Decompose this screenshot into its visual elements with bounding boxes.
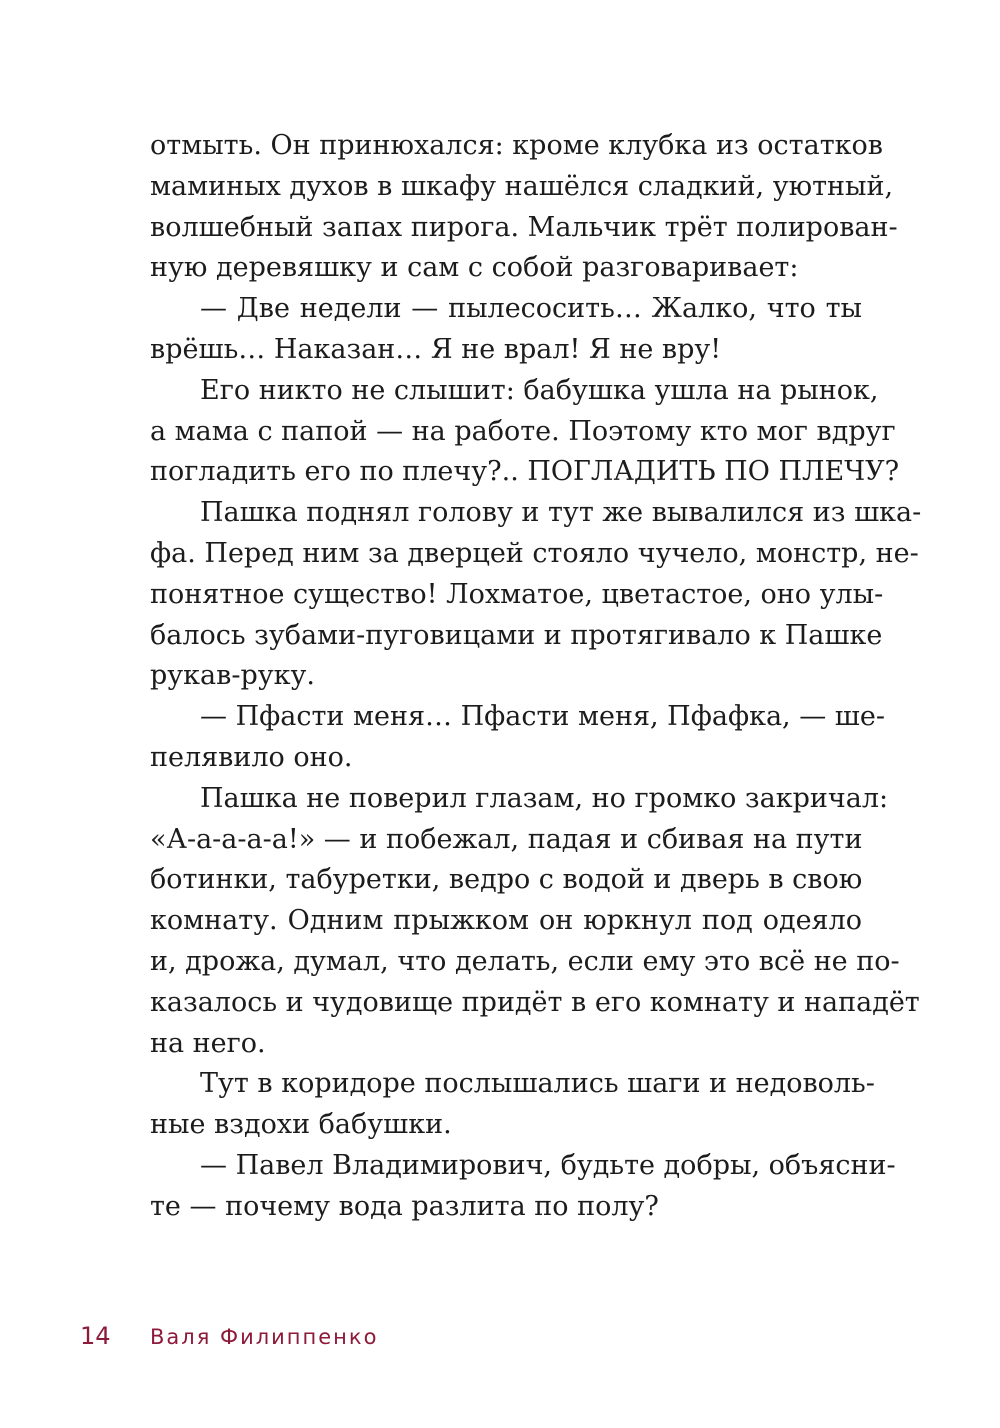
text-line: Пашка не поверил глазам, но громко закричал: [200,782,889,814]
page-footer [80,1322,378,1358]
text-line: погладить его по плечу?.. ПОГЛАДИТЬ ПО ПЛЕЧУ? [150,456,900,488]
text-line: отмыть. Он принюхался: кроме клубка из остатков [150,130,883,161]
text-line: фа. Перед ним за дверцей стояло чучело, монстр, не- [150,537,919,569]
text-line: — Павел Владимирович, будьте добры, объясни- [200,1149,896,1181]
text-line: ные вздохи бабушки. [150,1109,452,1141]
text-line: понятное существо! Лохматое, цветастое, оно улы- [150,578,884,610]
text-line: и, дрожа, думал, что делать, если ему это всё не по- [150,945,900,977]
author-name: Валя Филиппенко [150,1325,379,1349]
text-line: те — почему вода разлита по полу? [150,1190,659,1222]
body-text [150,126,922,1228]
text-line: рукав-руку. [150,660,315,692]
text-line: пелявило оно. [150,741,353,773]
text-line: на него. [150,1027,266,1059]
text-line: ную деревяшку и сам с собой разговаривает: [150,252,799,284]
text-line: Тут в коридоре послышались шаги и недоволь- [200,1068,875,1100]
text-line: — Две недели — пылесосить… Жалко, что ты [200,293,862,325]
text-line: балось зубами-пуговицами и протягивало к Пашке [150,619,883,651]
text-line: Его никто не слышит: бабушка ушла на рынок, [200,374,879,406]
page-number: 14 [80,1322,111,1350]
text-line: а мама с папой — на работе. Поэтому кто мог вдруг [150,415,896,447]
text-line: Пашка поднял голову и тут же вывалился из шка- [200,497,922,529]
text-line: «А-а-а-а-а!» — и побежал, падая и сбивая на пути [150,823,863,855]
text-line: — Пфасти меня… Пфасти меня, Пфафка, — ше- [200,701,886,733]
text-line: врёшь… Наказан… Я не врал! Я не вру! [150,333,722,365]
text-line: маминых духов в шкафу нашёлся сладкий, уютный, [150,170,894,202]
text-line: волшебный запах пирога. Мальчик трёт полирован- [150,211,898,243]
text-line: ботинки, табуретки, ведро с водой и дверь в свою [150,864,863,896]
text-line: казалось и чудовище придёт в его комнату и нападёт [150,986,920,1018]
text-line: комнату. Одним прыжком он юркнул под одеяло [150,905,862,937]
